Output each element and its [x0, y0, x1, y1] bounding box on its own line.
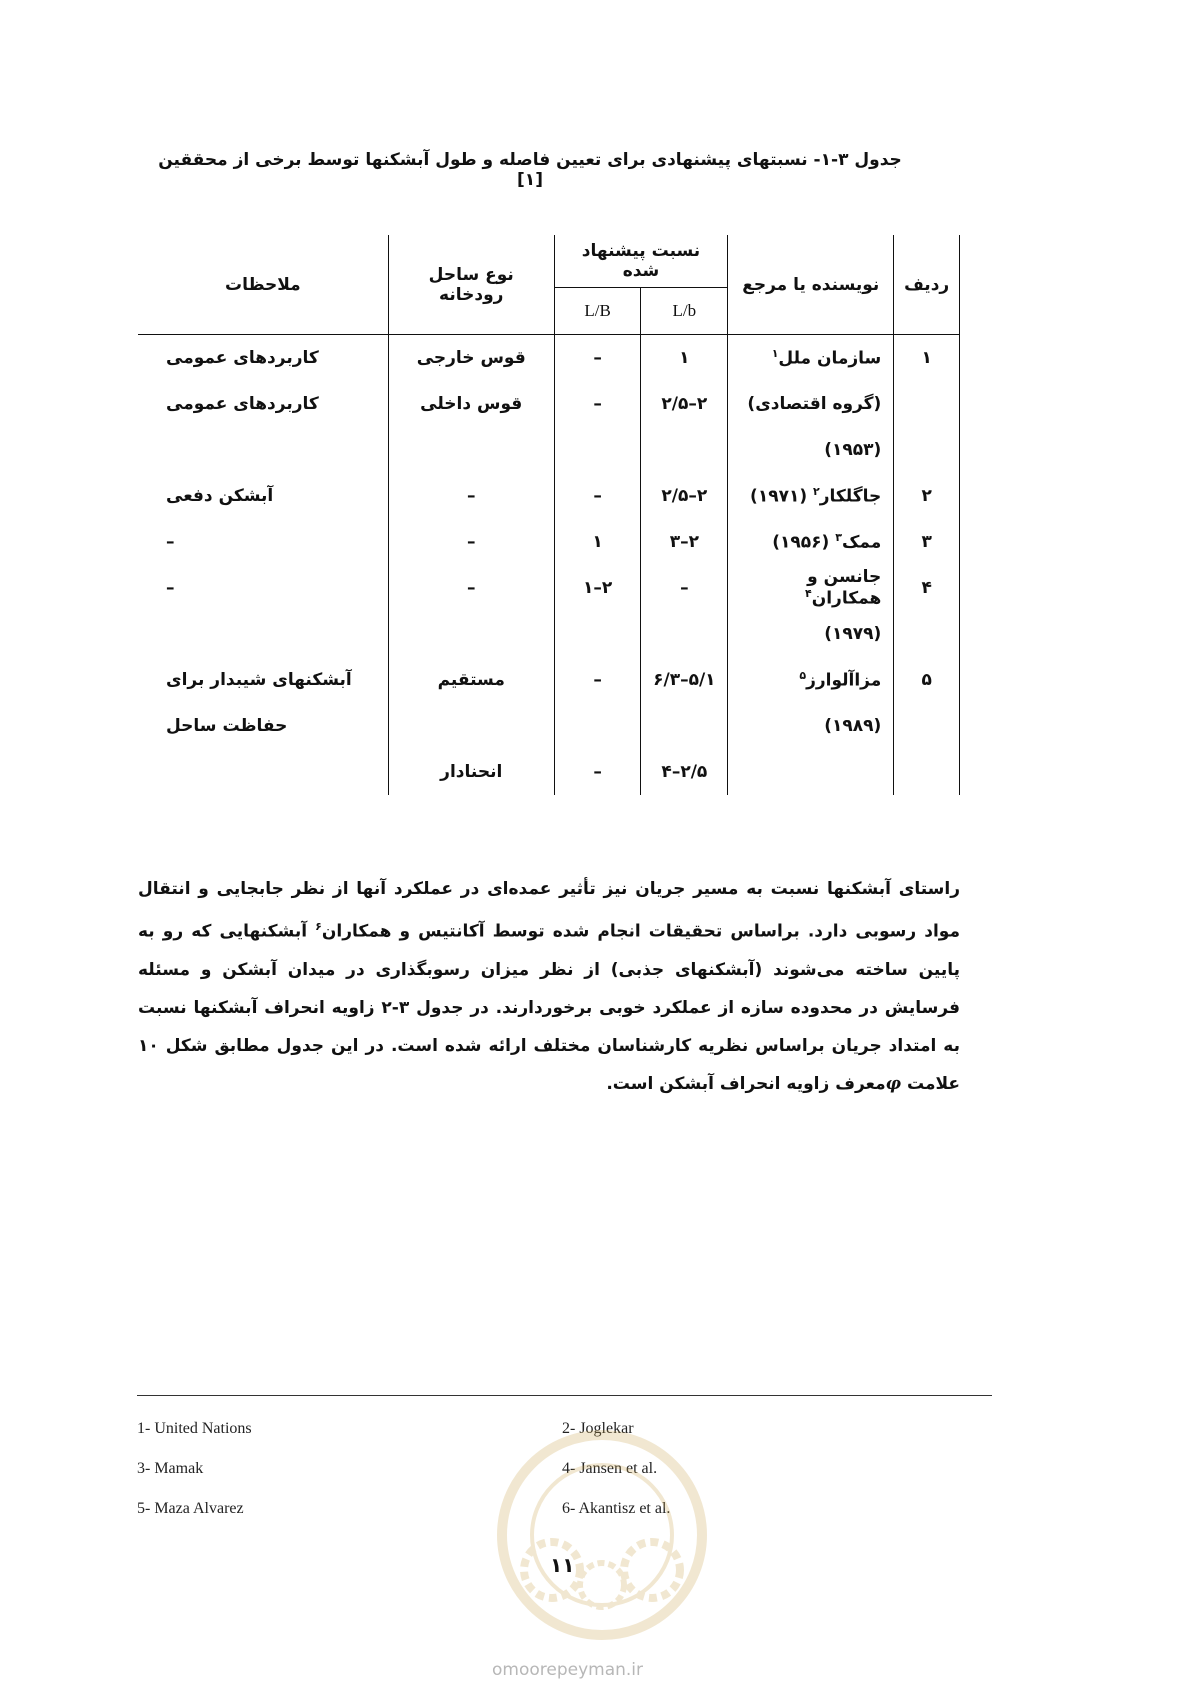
table-row: [138, 657, 960, 703]
paragraph-part-1: راستای آبشکنها نسبت به مسیر جریان نیز تأثیر عمده‌ای در عملکرد آنها از نظر جابجایی و انتقال مواد رسوبی دارد. براساس تحقیقات انجام شده توسط آکانتیس و همکاران: [138, 879, 960, 942]
author-year: (۱۹۵۶): [772, 532, 836, 553]
cell-row-number: ۴: [894, 565, 960, 611]
table-row: [138, 703, 960, 749]
cell-bank-type: –: [388, 473, 554, 519]
footnote-divider: [137, 1395, 992, 1396]
cell-row-number: ۱: [894, 335, 960, 381]
table-row: [138, 473, 960, 519]
table-row: [138, 335, 960, 381]
cell-bank-type: –: [388, 519, 554, 565]
author-name: جانسن و همکاران: [807, 567, 882, 609]
cell-author: [728, 611, 894, 657]
cell-bank-type: [388, 427, 554, 473]
cell-row-number: ۳: [894, 519, 960, 565]
author-name: مزاآلوارز: [806, 670, 882, 691]
footnote-ref: ۲: [813, 485, 820, 499]
cell-ratio-lb: ۱: [641, 335, 728, 381]
cell-notes: کاربردهای عمومی: [166, 394, 319, 414]
author-name: (۱۹۵۳): [824, 440, 882, 460]
table-row: [138, 519, 960, 565]
watermark-seal-icon: [482, 1420, 722, 1650]
cell-notes: [138, 427, 388, 473]
footnote-3: 3- Mamak: [137, 1460, 204, 1477]
cell-row-number: [894, 611, 960, 657]
footnote-1: 1- United Nations: [137, 1420, 252, 1437]
table-row: [138, 381, 960, 427]
header-ratio-LB: L/B: [554, 288, 641, 335]
cell-ratio-lb: [641, 611, 728, 657]
paragraph-part-2: آبشکنهایی که رو به پایین ساخته می‌شوند (آبشکنهای جذبی) از نظر میزان رسوبگذاری در میدان آبشکن و مسئله فرسایش در محدوده سازه از عملکرد خوبی برخوردارند. در جدول ۳-۲ زاویه انحراف آبشکنها نسبت به امتداد جریان براساس نظریه کارشناسان مختلف ارائه شده است. در این جدول مطابق شکل ۱۰ علامت: [138, 921, 961, 1094]
cell-author: [728, 657, 894, 703]
cell-notes: حفاظت ساحل: [166, 716, 288, 736]
cell-row-number: ۵: [894, 657, 960, 703]
table-body: [138, 335, 960, 795]
cell-notes: –: [166, 532, 175, 552]
footnote-ref: ۴: [804, 587, 812, 601]
cell-ratio-lb: ۵/۱–۶/۳: [641, 657, 728, 703]
header-ratio: نسبت پیشنهاد شده: [554, 235, 727, 288]
author-year: (۱۹۷۱): [750, 486, 814, 507]
cell-ratio-lb: ۲/۵–۴: [641, 749, 728, 795]
header-bank-type: نوع ساحل رودخانه: [388, 235, 554, 335]
cell-notes: آبشکنهای شیبدار برای: [166, 670, 352, 690]
table-row: [138, 565, 960, 611]
table-row: [138, 611, 960, 657]
cell-ratio-LB: ۲–۱: [554, 565, 641, 611]
cell-notes: [138, 611, 388, 657]
cell-row-number: [894, 703, 960, 749]
cell-notes: کاربردهای عمومی: [166, 348, 319, 368]
cell-ratio-lb: –: [641, 565, 728, 611]
table-caption: جدول ۳-۱- نسبتهای پیشنهادی برای تعیین فاصله و طول آبشکنها توسط برخی از محققین [۱]: [158, 150, 902, 190]
cell-ratio-lb: [641, 703, 728, 749]
cell-author: [728, 519, 894, 565]
cell-author: [728, 427, 894, 473]
cell-author: [728, 473, 894, 519]
cell-ratio-LB: –: [554, 657, 641, 703]
footnote-ref: ۱: [771, 347, 779, 361]
author-name: (۱۹۸۹): [824, 716, 882, 736]
cell-bank-type: انحنادار: [388, 749, 554, 795]
table-row: [138, 749, 960, 795]
cell-bank-type: مستقیم: [388, 657, 554, 703]
cell-row-number: [894, 749, 960, 795]
cell-notes: آبشکن دفعی: [166, 486, 274, 506]
cell-bank-type: [388, 611, 554, 657]
cell-ratio-lb: ۲–۲/۵: [641, 381, 728, 427]
phi-symbol: φ: [885, 1073, 902, 1094]
cell-ratio-LB: [554, 427, 641, 473]
header-notes: ملاحظات: [224, 274, 301, 295]
watermark-site-text: omoorepeyman.ir: [492, 1660, 644, 1680]
cell-ratio-LB: –: [554, 381, 641, 427]
cell-row-number: [894, 381, 960, 427]
cell-bank-type: قوس خارجی: [388, 335, 554, 381]
body-paragraph: [138, 870, 960, 1103]
cell-ratio-LB: [554, 703, 641, 749]
cell-ratio-lb: ۲–۲/۵: [641, 473, 728, 519]
footnote-4: 4- Jansen et al.: [562, 1460, 658, 1477]
cell-ratio-LB: ۱: [554, 519, 641, 565]
header-author: نویسنده یا مرجع: [728, 235, 894, 335]
footnote-ref: ۵: [799, 669, 807, 683]
cell-ratio-LB: –: [554, 749, 641, 795]
footnote-2: 2- Joglekar: [562, 1420, 634, 1437]
footnote-5: 5- Maza Alvarez: [137, 1500, 244, 1517]
header-row-number: ردیف: [894, 235, 960, 335]
author-name: ممک: [841, 532, 882, 553]
ratio-table: [138, 235, 960, 795]
cell-author: [728, 335, 894, 381]
cell-notes: [138, 749, 388, 795]
author-name: سازمان ملل: [778, 348, 882, 369]
cell-bank-type: [388, 703, 554, 749]
cell-row-number: [894, 427, 960, 473]
footnote-6: 6- Akantisz et al.: [562, 1500, 671, 1517]
paragraph-part-3: معرف زاویه انحراف آبشکن است.: [606, 1073, 886, 1094]
footnote-ref: ۳: [835, 531, 842, 545]
cell-ratio-LB: [554, 611, 641, 657]
cell-ratio-LB: –: [554, 473, 641, 519]
page-number: ۱۱: [550, 1553, 575, 1577]
cell-ratio-LB: –: [554, 335, 641, 381]
cell-bank-type: قوس داخلی: [388, 381, 554, 427]
cell-notes: –: [166, 578, 175, 598]
cell-author: [728, 381, 894, 427]
cell-row-number: ۲: [894, 473, 960, 519]
cell-ratio-lb: ۲–۳: [641, 519, 728, 565]
author-name: (گروه اقتصادی): [747, 394, 882, 414]
author-name: (۱۹۷۹): [824, 624, 882, 644]
cell-ratio-lb: [641, 427, 728, 473]
header-ratio-lb: L/b: [641, 288, 728, 335]
footnote-ref-6: ۶: [315, 920, 322, 933]
author-name: جاگلکار: [819, 486, 882, 507]
cell-author: [728, 749, 894, 795]
table-row: [138, 427, 960, 473]
cell-author: [728, 565, 894, 611]
cell-author: [728, 703, 894, 749]
cell-bank-type: –: [388, 565, 554, 611]
